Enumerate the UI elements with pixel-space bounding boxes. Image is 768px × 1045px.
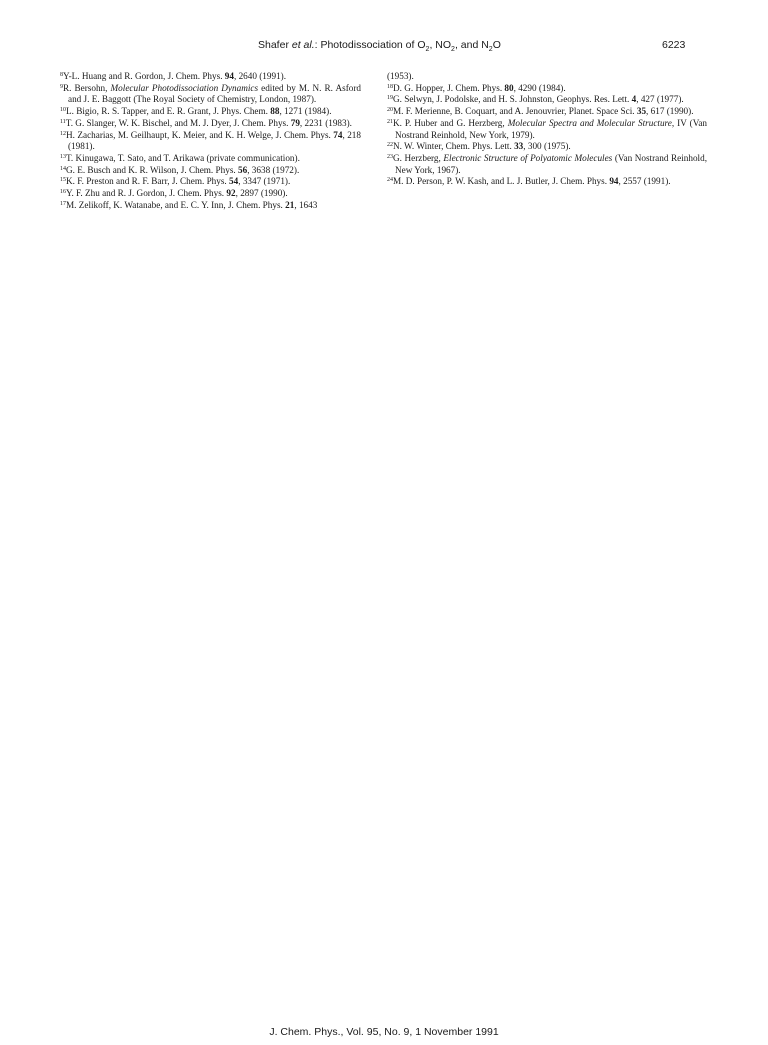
reference-item: $^{15}$K. F. Preston and R. F. Barr, J. Chem. Phys. 54, 3347 (1971). xyxy=(60,176,291,187)
reference-item: $^9$R. Bersohn, Molecular Photodissociation Dynamics edited by M. N. R. Asford and J. E. Baggott (The Royal Society of Chemistry, London, 1987). xyxy=(60,82,362,105)
reference-item: $^{24}$M. D. Person, P. W. Kash, and L. J. Butler, J. Chem. Phys. 94, 2557 (1991). xyxy=(387,176,671,187)
page-header xyxy=(0,39,768,55)
reference-item: $^{12}$H. Zacharias, M. Geilhaupt, K. Meier, and K. H. Welge, J. Chem. Phys. 74, 218 (1981). xyxy=(60,129,361,152)
reference-item: $^{18}$D. G. Hopper, J. Chem. Phys. 80, 4290 (1984). xyxy=(387,82,566,93)
journal-footer: J. Chem. Phys., Vol. 95, No. 9, 1 November 1991 xyxy=(269,1026,499,1038)
reference-item: $^{10}$L. Bigio, R. S. Tapper, and E. R. Grant, J. Phys. Chem. 88, 1271 (1984). xyxy=(60,106,332,117)
references-left-column xyxy=(60,71,361,211)
reference-item: $^8$Y-L. Huang and R. Gordon, J. Chem. Phys. 94, 2640 (1991). xyxy=(60,71,287,81)
reference-item: $^{23}$G. Herzberg, Electronic Structure of Polyatomic Molecules (Van Nostrand Reinhold, New York, 1967). xyxy=(387,152,707,175)
reference-item: $^{22}$N. W. Winter, Chem. Phys. Lett. 33, 300 (1975). xyxy=(387,141,571,152)
running-title: Shafer et al.: Photodissociation of $O_2$, $NO_2$, and $N_2O$ xyxy=(258,39,501,54)
reference-item: $^{17}$M. Zelikoff, K. Watanabe, and E. C. Y. Inn, J. Chem. Phys. 21, 1643 xyxy=(60,199,318,210)
references-right-column xyxy=(387,71,707,188)
reference-item: $^{16}$Y. F. Zhu and R. J. Gordon, J. Chem. Phys. 92, 2897 (1990). xyxy=(60,188,288,199)
reference-item: $^{11}$T. G. Slanger, W. K. Bischel, and M. J. Dyer, J. Chem. Phys. 79, 2231 (1983). xyxy=(60,117,352,128)
reference-item: $^{19}$G. Selwyn, J. Podolske, and H. S. Johnston, Geophys. Res. Lett. 4, 427 (1977). xyxy=(387,94,684,105)
reference-item: (1953). xyxy=(387,71,414,81)
reference-item: $^{21}$K. P. Huber and G. Herzberg, Molecular Spectra and Molecular Structure, IV (Van Nostrand Reinhold, New York, 1979). xyxy=(387,117,707,140)
reference-item: $^{13}$T. Kinugawa, T. Sato, and T. Arikawa (private communication). xyxy=(60,152,300,163)
reference-item: $^{14}$G. E. Busch and K. R. Wilson, J. Chem. Phys. 56, 3638 (1972). xyxy=(60,164,300,175)
reference-item: $^{20}$M. F. Merienne, B. Coquart, and A. Jenouvrier, Planet. Space Sci. 35, 617 (1990). xyxy=(387,106,694,117)
page-number: 6223 xyxy=(662,39,686,51)
